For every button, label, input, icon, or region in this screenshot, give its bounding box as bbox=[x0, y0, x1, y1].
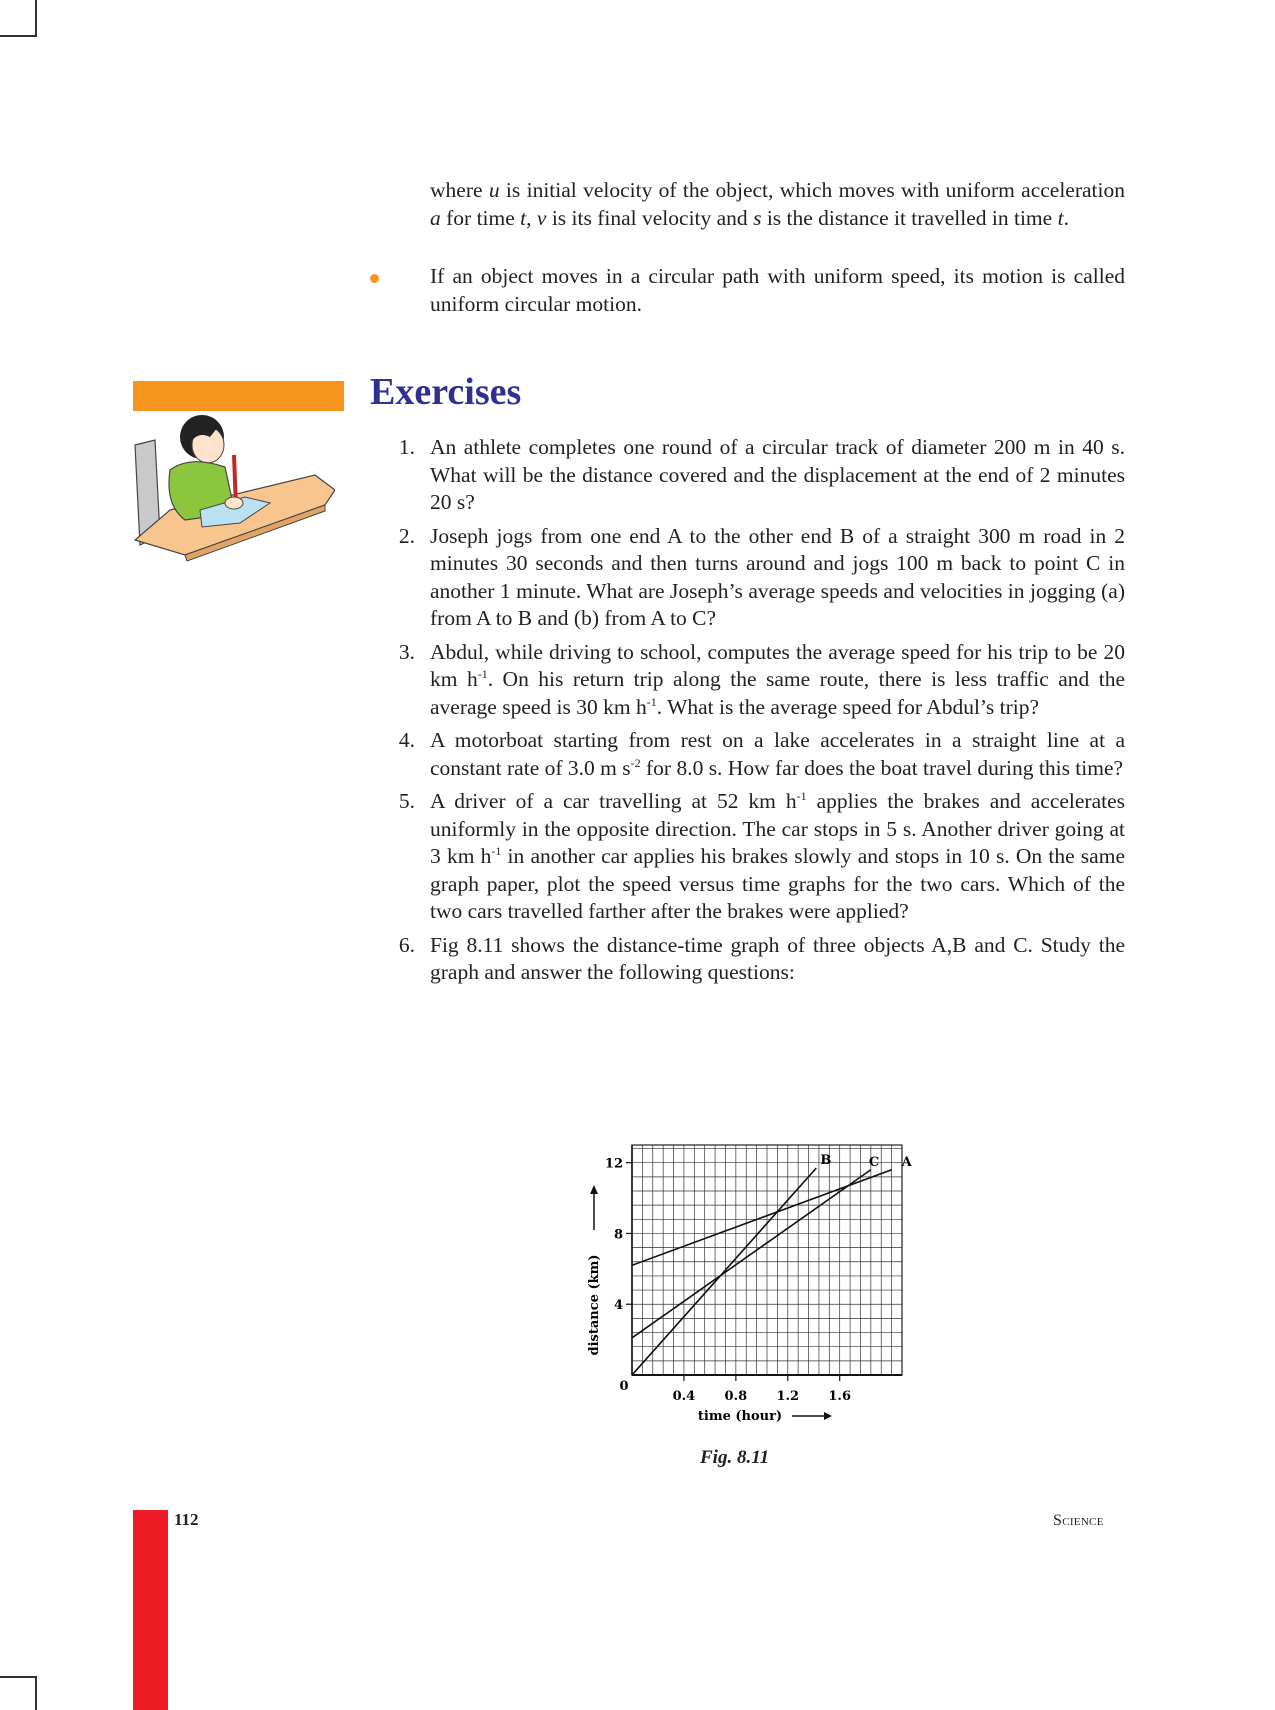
exercise-item bbox=[385, 727, 1125, 782]
exercise-item bbox=[385, 434, 1125, 517]
exercise-number: 3. bbox=[398, 639, 415, 664]
exercise-number: 4. bbox=[398, 728, 415, 752]
exercise-text: An athlete completes one round of a circular track of diameter 200 m in 40 s. What will be the distance covered and the displacement at the end of 2 minutes 20 s? bbox=[430, 435, 1125, 514]
exercise-text: Fig 8.11 shows the distance-time graph of three objects A,B and C. Study the graph and answer the following questions: bbox=[430, 932, 1125, 984]
svg-text:time (hour): time (hour) bbox=[697, 1409, 783, 1424]
girl-studying-illustration bbox=[130, 415, 335, 570]
crop-mark-bottom bbox=[0, 1676, 37, 1710]
exercise-item bbox=[385, 932, 1125, 987]
svg-text:B: B bbox=[820, 1153, 832, 1168]
exercise-number: 2. bbox=[398, 523, 415, 548]
book-title: Science bbox=[1053, 1512, 1104, 1529]
exercise-list bbox=[385, 434, 1125, 993]
exercise-text: Abdul, while driving to school, computes the average speed for his trip to be 20 km $h^{-1}$. On his return trip along the same route, there is less traffic and the average speed is 30 km $h^{-1}$. What is the average speed for Abdul’s trip? bbox=[430, 639, 1125, 719]
section-accent-bar bbox=[133, 381, 344, 411]
exercise-number: 5. bbox=[398, 789, 415, 813]
exercise-item bbox=[385, 523, 1125, 633]
section-title: Exercises bbox=[370, 371, 522, 413]
exercise-text: A driver of a car travelling at 52 km $h^{-1}$ applies the brakes and accelerates uniformly in the opposite direction. The car stops in 5 s. Another driver going at 3 km $h^{-1}$ in another car applies his brakes slowly and stops in 10 s. On the same graph paper, plot the speed versus time graphs for the two cars. Which of the two cars travelled farther after the brakes were applied? bbox=[430, 788, 1125, 923]
bullet-dot-icon bbox=[370, 274, 379, 283]
exercise-item bbox=[385, 639, 1125, 722]
page-number: 112 bbox=[174, 1510, 199, 1529]
svg-text:1.2: 1.2 bbox=[776, 1389, 800, 1404]
svg-text:C: C bbox=[868, 1154, 880, 1170]
svg-text:0: 0 bbox=[619, 1379, 629, 1394]
crop-mark-top bbox=[0, 0, 37, 37]
exercise-text: Joseph jogs from one end A to the other end B of a straight 300 m road in 2 minutes 30 seconds and then turns around and jogs 100 m back to point C in another 1 minute. What are Joseph’s average speeds and velocities in jogging (a) from A to B and (b) from A to C? bbox=[430, 523, 1125, 630]
svg-text:0.8: 0.8 bbox=[724, 1389, 748, 1404]
distance-time-graph bbox=[580, 1140, 930, 1470]
page-edge-bar bbox=[133, 1510, 168, 1710]
svg-text:12: 12 bbox=[604, 1156, 623, 1172]
summary-bullet: If an object moves in a circular path with uniform speed, its motion is called uniform circular motion. bbox=[430, 264, 1125, 316]
svg-text:1.6: 1.6 bbox=[828, 1389, 852, 1404]
svg-text:8: 8 bbox=[613, 1227, 623, 1243]
svg-text:distance (km): distance (km) bbox=[587, 1254, 602, 1356]
exercise-item bbox=[385, 788, 1125, 926]
figure-caption: Fig. 8.11 bbox=[700, 1447, 770, 1468]
svg-text:A: A bbox=[901, 1154, 912, 1170]
exercise-number: 6. bbox=[398, 932, 415, 957]
svg-text:0.4: 0.4 bbox=[672, 1389, 696, 1404]
summary-intro-paragraph: where u is initial velocity of the object, which moves with uniform acceleration a for time t, v is its final velocity and s is the distance it travelled in time t. bbox=[430, 178, 1126, 230]
exercise-text: A motorboat starting from rest on a lake accelerates in a straight line at a constant rate of 3.0 m $s^{-2}$ for 8.0 s. How far does the boat travel during this time? bbox=[430, 728, 1125, 780]
exercise-number: 1. bbox=[398, 435, 415, 459]
svg-text:4: 4 bbox=[613, 1298, 623, 1314]
